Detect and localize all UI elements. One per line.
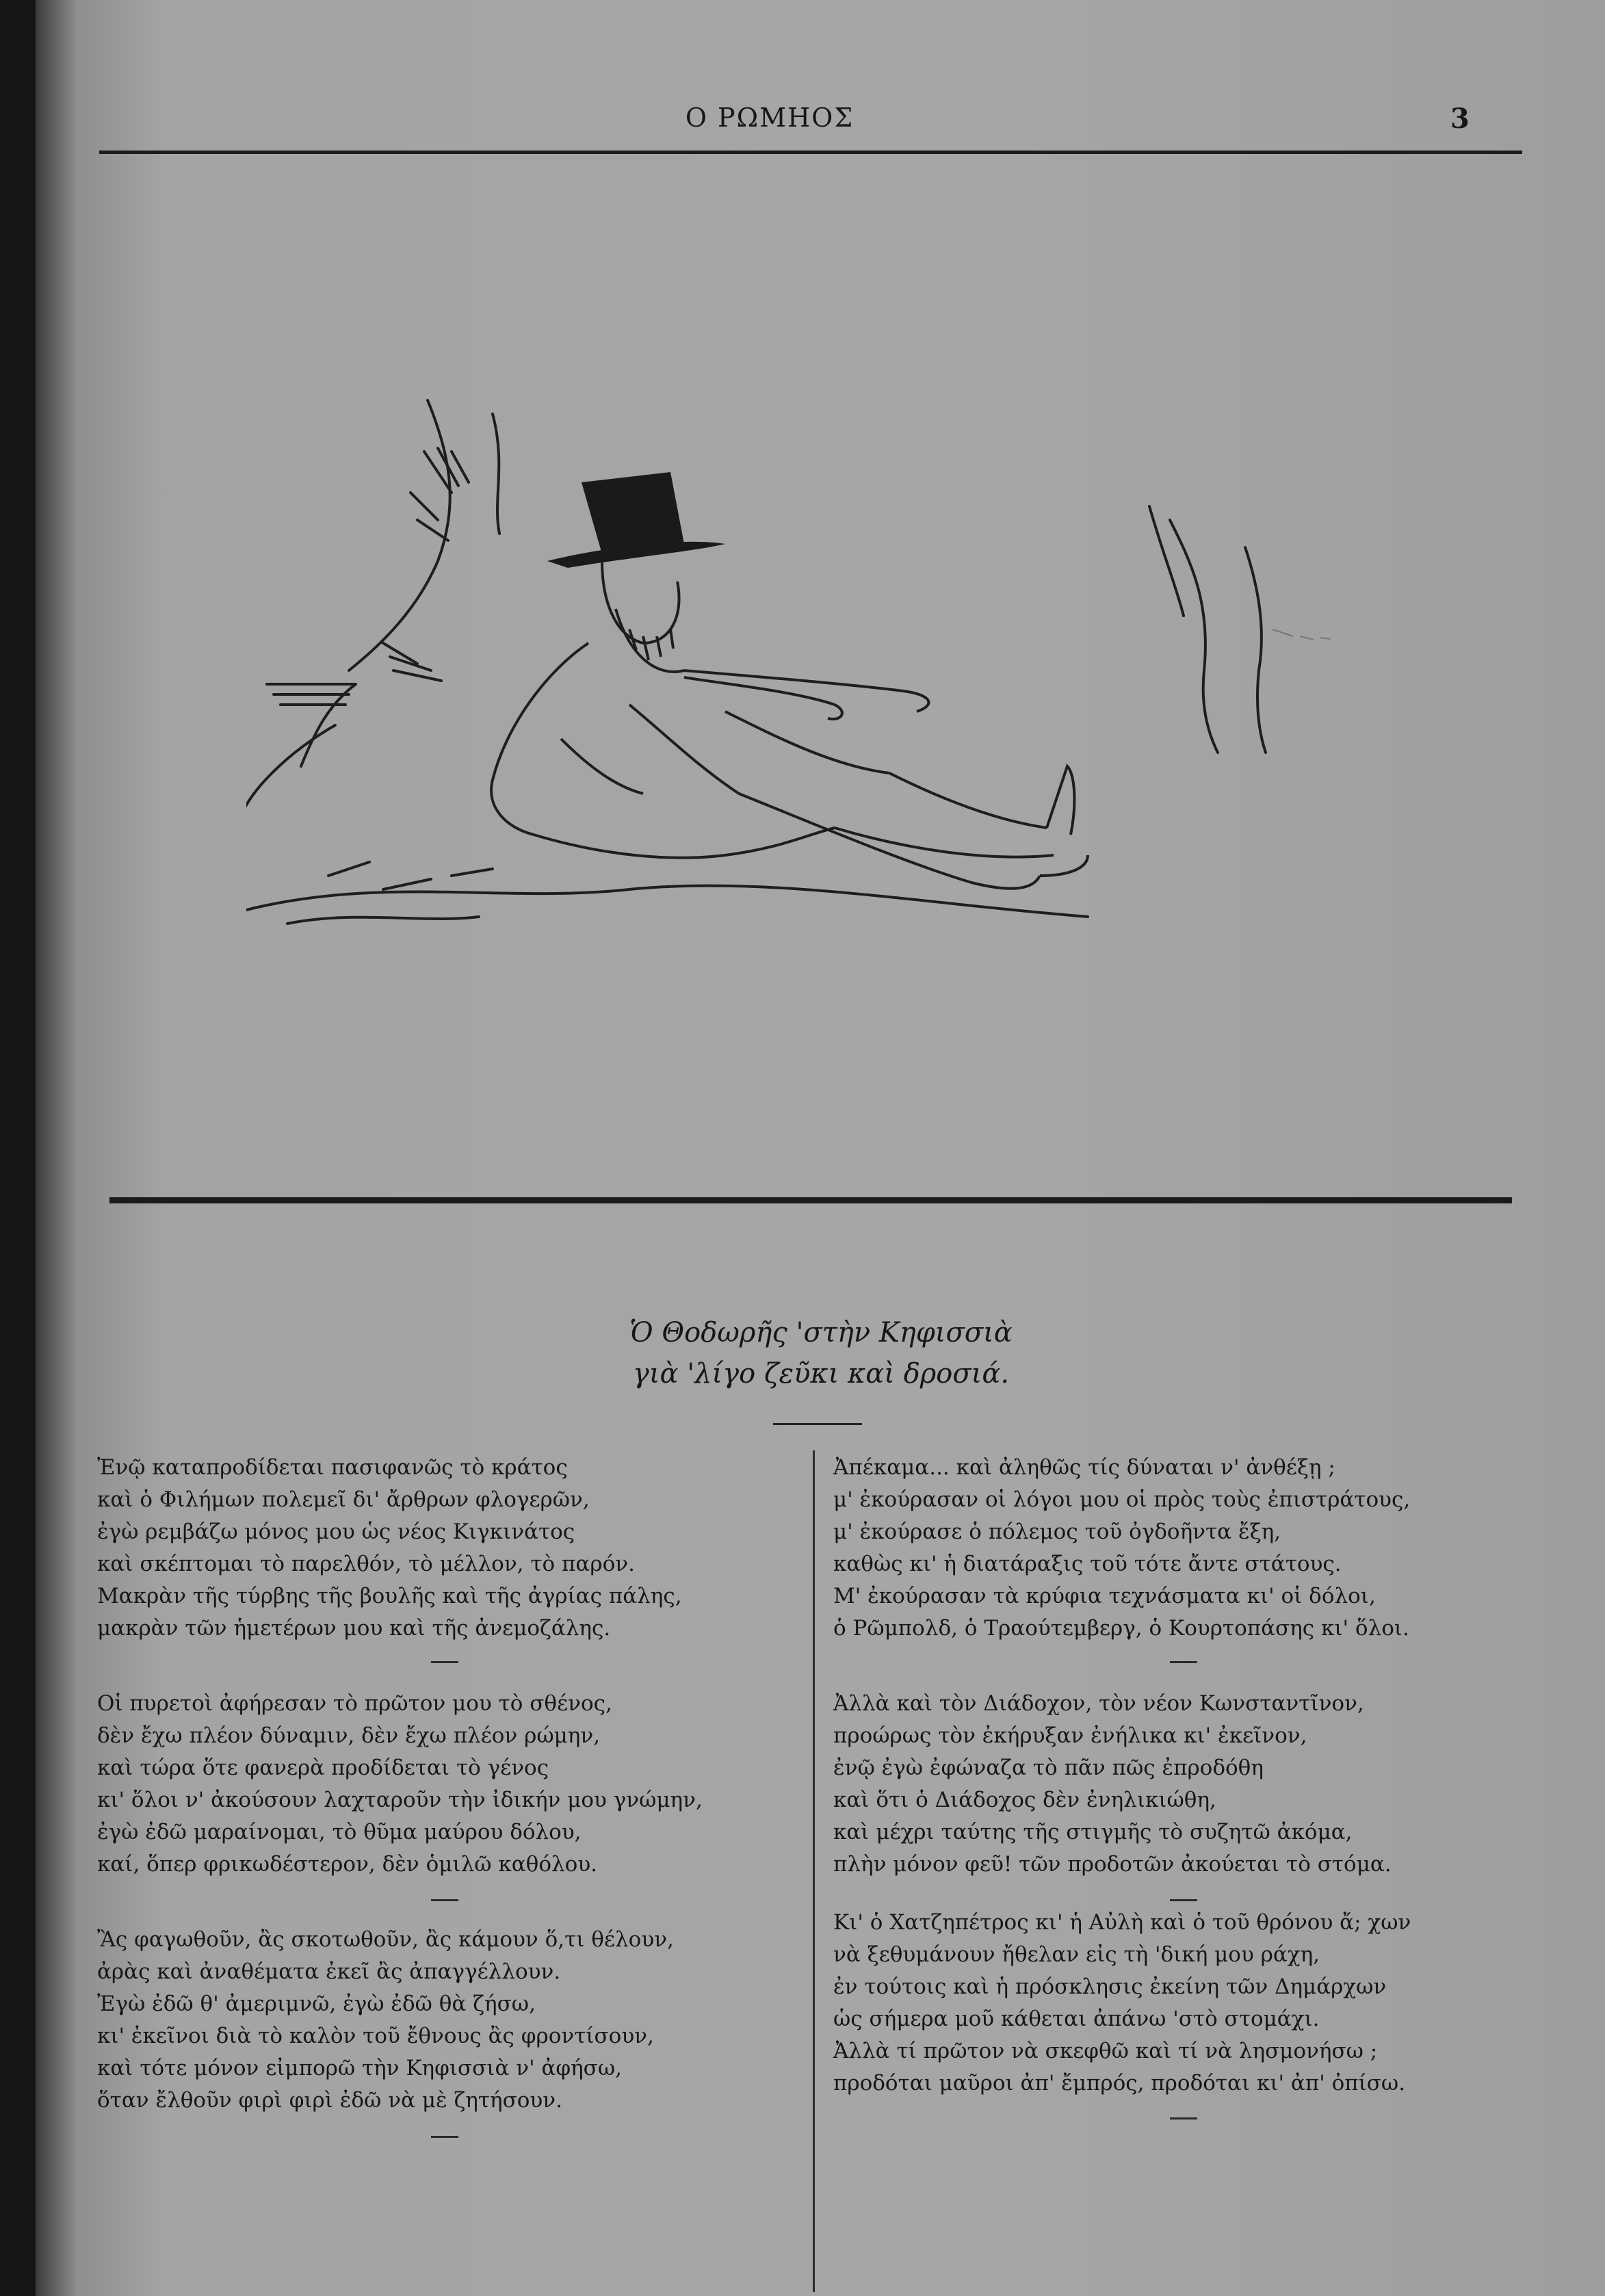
poem-line: Ἀπέκαμα... καὶ ἀληθῶς τίς δύναται ν' ἀνθέξῃ ; bbox=[833, 1455, 1335, 1480]
page-binding bbox=[0, 0, 36, 2296]
poem-line: Μακρὰν τῆς τύρβης τῆς βουλῆς καὶ τῆς ἀγρίας πάλης, bbox=[97, 1584, 682, 1608]
poem-line: κι' ἐκεῖνοι διὰ τὸ καλὸν τοῦ ἔθνους ἂς φροντίσουν, bbox=[97, 2024, 654, 2048]
poem-line: μακρὰν τῶν ἡμετέρων μου καὶ τῆς ἀνεμοζάλης. bbox=[97, 1616, 611, 1641]
poem-line: μ' ἐκούρασε ὁ πόλεμος τοῦ ὀγδοῆντα ἔξη, bbox=[833, 1519, 1281, 1544]
stanza-separator bbox=[1170, 2117, 1197, 2119]
poem-line: καὶ τώρα ὅτε φανερὰ προδίδεται τὸ γένος bbox=[97, 1756, 549, 1780]
poem-line: καὶ σκέπτομαι τὸ παρελθόν, τὸ μέλλον, τὸ παρόν. bbox=[97, 1552, 635, 1576]
poem-line: κι' ὅλοι ν' ἀκούσουν λαχταροῦν τὴν ἰδικήν μου γνώμην, bbox=[97, 1788, 703, 1812]
poem-line: πλὴν μόνον φεῦ! τῶν προδοτῶν ἀκούεται τὸ στόμα. bbox=[833, 1852, 1392, 1877]
column-divider bbox=[813, 1450, 815, 2292]
stanza-separator bbox=[1170, 1661, 1197, 1663]
poem-line: προδόται μαῦροι ἀπ' ἔμπρός, προδόται κι' ἀπ' ὀπίσω. bbox=[833, 2071, 1406, 2096]
stanza-separator bbox=[431, 1661, 458, 1663]
page-binding-shadow bbox=[36, 0, 77, 2296]
caption-line-2: γιὰ 'λίγο ζεῦκι καὶ δροσιά. bbox=[632, 1358, 1010, 1390]
poem-line: Οἱ πυρετοὶ ἀφήρεσαν τὸ πρῶτον μου τὸ σθένος, bbox=[97, 1691, 612, 1716]
poem-line: καί, ὅπερ φρικωδέστερον, δὲν ὁμιλῶ καθόλου. bbox=[97, 1852, 598, 1877]
poem-line: προώρως τὸν ἐκήρυξαν ἐνήλικα κι' ἐκεῖνον, bbox=[833, 1723, 1307, 1748]
poem-line: καὶ ὁ Φιλήμων πολεμεῖ δι' ἄρθρων φλογερῶν, bbox=[97, 1487, 590, 1512]
poem-line: ἐγὼ ἐδῶ μαραίνομαι, τὸ θῦμα μαύρου δόλου, bbox=[97, 1820, 582, 1844]
poem-line: ὅταν ἔλθοῦν φιρὶ φιρὶ ἐδῶ νὰ μὲ ζητήσουν. bbox=[97, 2088, 562, 2113]
caption-separator bbox=[773, 1423, 862, 1425]
poem-line: Ἐνῷ καταπροδίδεται πασιφανῶς τὸ κράτος bbox=[97, 1455, 568, 1480]
stanza-separator bbox=[431, 2136, 458, 2138]
cartoon-illustration bbox=[246, 383, 1396, 999]
poem-line: καθὼς κι' ἡ διατάραξις τοῦ τότε ἄντε στάτους. bbox=[833, 1552, 1342, 1576]
poem-line: ὡς σήμερα μοῦ κάθεται ἀπάνω 'στὸ στομάχι. bbox=[833, 2007, 1320, 2031]
poem-line: μ' ἐκούρασαν οἱ λόγοι μου οἱ πρὸς τοὺς ἐπιστράτους, bbox=[833, 1487, 1411, 1512]
poem-line: καὶ τότε μόνον εἰμπορῶ τὴν Κηφισσιὰ ν' ἀφήσω, bbox=[97, 2056, 622, 2080]
header-rule bbox=[99, 151, 1522, 154]
poem-line: ἐγὼ ρεμβάζω μόνος μου ὡς νέος Κιγκινάτος bbox=[97, 1519, 575, 1544]
poem-line: νὰ ξεθυμάνουν ἤθελαν εἰς τὴ 'δική μου ράχη, bbox=[833, 1942, 1320, 1967]
poem-line: Ἂς φαγωθοῦν, ἂς σκοτωθοῦν, ἂς κάμουν ὅ,τι θέλουν, bbox=[97, 1927, 674, 1952]
masthead-title: Ο ΡΩΜΗΟΣ bbox=[685, 103, 854, 133]
poem-line: καὶ μέχρι ταύτης τῆς στιγμῆς τὸ συζητῶ ἀκόμα, bbox=[833, 1820, 1353, 1844]
caption-line-1: Ὁ Θοδωρῆς 'στὴν Κηφισσιὰ bbox=[629, 1317, 1013, 1348]
stanza-separator bbox=[431, 1899, 458, 1901]
poem-line: καὶ ὅτι ὁ Διάδοχος δὲν ἐνηλικιώθη, bbox=[833, 1788, 1216, 1812]
poem-line: ἀρὰς καὶ ἀναθέματα ἐκεῖ ἂς ἀπαγγέλλουν. bbox=[97, 1959, 561, 1984]
poem-line: ἐνῷ ἐγὼ ἐφώναζα τὸ πᾶν πῶς ἐπροδόθη bbox=[833, 1756, 1264, 1780]
poem-line: Μ' ἐκούρασαν τὰ κρύφια τεχνάσματα κι' οἱ δόλοι, bbox=[833, 1584, 1376, 1608]
poem-line: Ἐγὼ ἐδῶ θ' ἀμεριμνῶ, ἐγὼ ἐδῶ θὰ ζήσω, bbox=[97, 1992, 536, 2016]
page-number: 3 bbox=[1450, 103, 1470, 135]
poem-line: δὲν ἔχω πλέον δύναμιν, δὲν ἔχω πλέον ρώμην, bbox=[97, 1723, 601, 1748]
poem-line: ὁ Ρῶμπολδ, ὁ Τραούτεμβεργ, ὁ Κουρτοπάσης κι' ὅλοι. bbox=[833, 1616, 1409, 1641]
stanza-separator bbox=[1170, 1899, 1197, 1901]
poem-line: Ἀλλὰ τί πρῶτον νὰ σκεφθῶ καὶ τί νὰ λησμονήσω ; bbox=[833, 2039, 1378, 2063]
reclining-man-drawing bbox=[246, 383, 1396, 999]
poem-line: ἐν τούτοις καὶ ἡ πρόσκλησις ἐκείνη τῶν Δημάρχων bbox=[833, 1974, 1387, 1999]
section-rule bbox=[109, 1197, 1512, 1203]
poem-line: Κι' ὁ Χατζηπέτρος κι' ἡ Αὐλὴ καὶ ὁ τοῦ θρόνου ἄ; χων bbox=[833, 1910, 1411, 1935]
poem-line: Ἀλλὰ καὶ τὸν Διάδοχον, τὸν νέον Κωνσταντῖνον, bbox=[833, 1691, 1364, 1716]
